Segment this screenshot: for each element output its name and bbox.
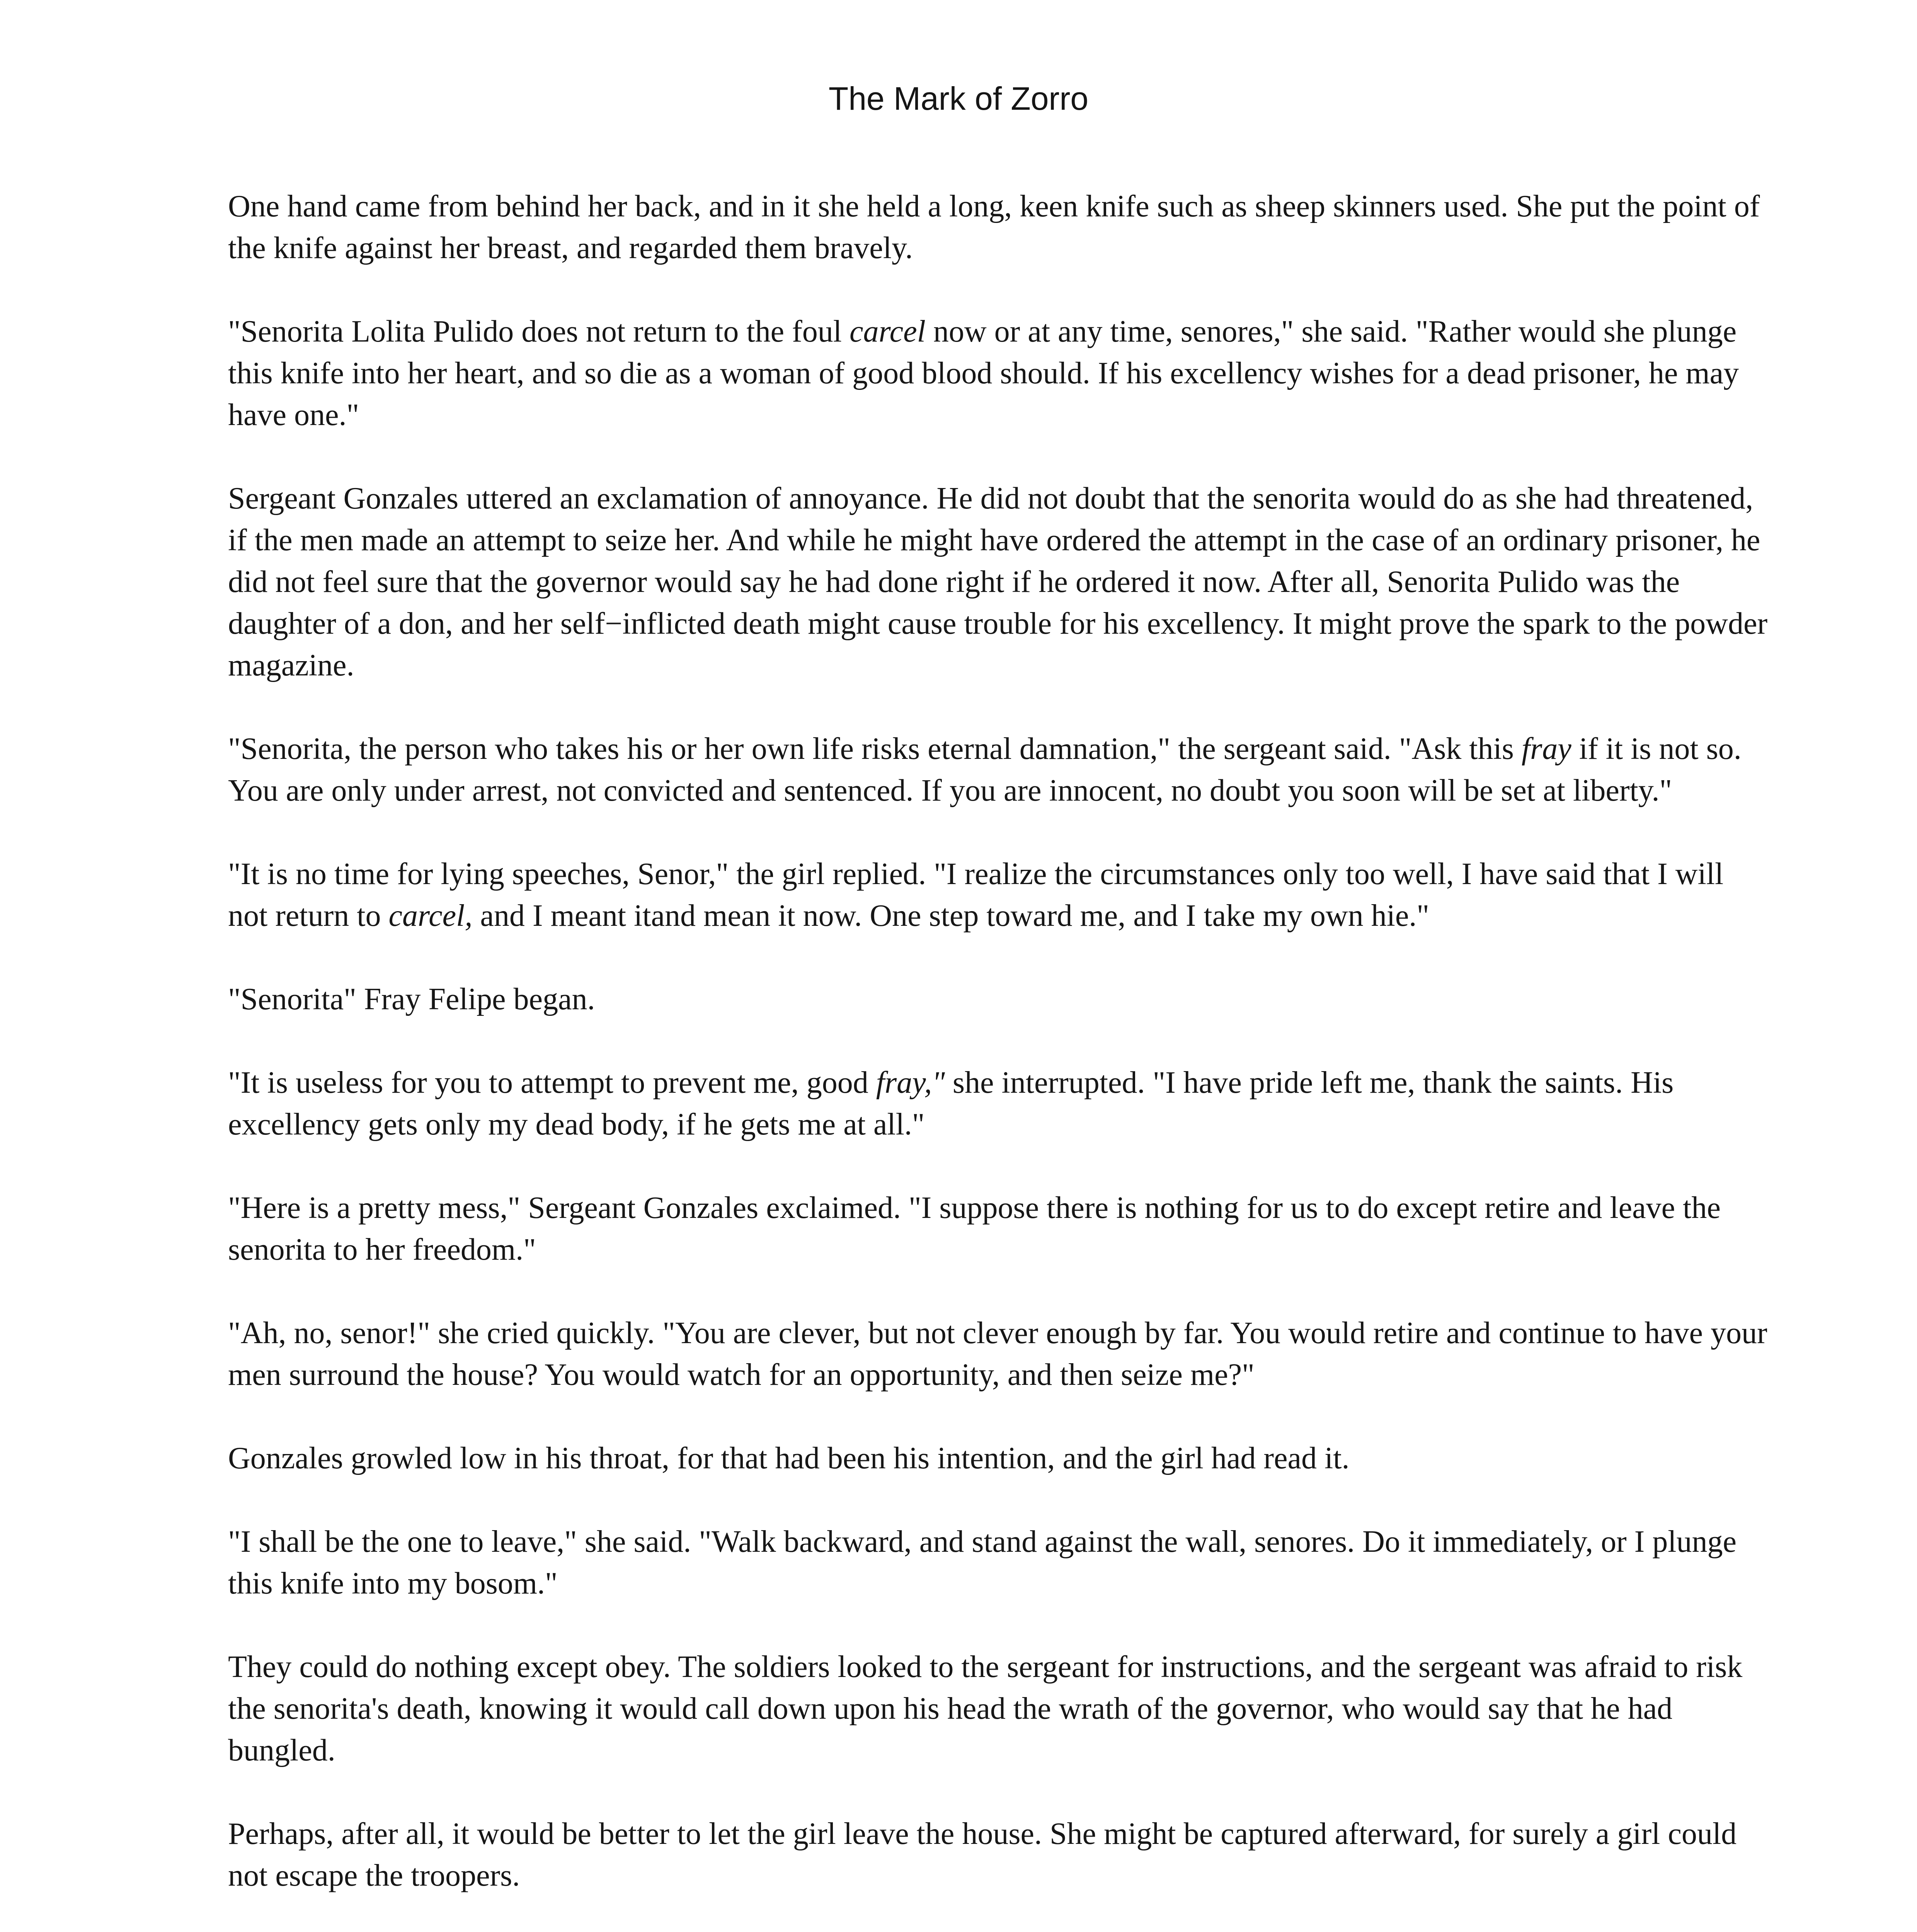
page-header (0, 79, 1917, 118)
paragraph-text: "Here is a pretty mess," Sergeant Gonzales exclaimed. "I suppose there is nothing for us to do except retire and leave the senorita to her freedom." (228, 1191, 1721, 1267)
paragraph-text: now or at any time, senores," she said. "Rather would she plunge this knife into her heart, and so die as a woman of good blood should. If his excellency wishes for a dead prisoner, he may have one." (228, 315, 1739, 432)
paragraph-text: They could do nothing except obey. The soldiers looked to the sergeant for instructions, and the sergeant was afraid to risk the senorita's death, knowing it would call down upon his head the wrath of the governor, who would say that he had bungled. (228, 1650, 1743, 1767)
paragraph-text: she interrupted. "I have pride left me, thank the saints. His excellency gets only my dead body, if he gets me at all." (228, 1066, 1674, 1141)
paragraph (228, 1312, 1770, 1396)
paragraph-text: "Senorita Lolita Pulido does not return to the foul (228, 315, 850, 349)
paragraph-text: "It is no time for lying speeches, Senor," the girl replied. "I realize the circumstances only too well, I have said that I will not return to (228, 857, 1724, 933)
italic-text: fray," (876, 1066, 945, 1100)
paragraph-text: Gonzales growled low in his throat, for that had been his intention, and the girl had read it. (228, 1441, 1350, 1475)
paragraph (228, 1646, 1770, 1771)
paragraph-text: and I meant itand mean it now. One step toward me, and I take my own hie." (472, 899, 1430, 933)
paragraph (228, 1437, 1770, 1479)
paragraph (228, 853, 1770, 937)
paragraph (228, 978, 1770, 1020)
paragraph (228, 1187, 1770, 1270)
paragraph-text: Perhaps, after all, it would be better to let the girl leave the house. She might be captured afterward, for surely a girl could not escape the troopers. (228, 1817, 1737, 1893)
paragraph-text: "Senorita, the person who takes his or her own life risks eternal damnation," the sergeant said. "Ask this (228, 732, 1522, 766)
paragraph (228, 1813, 1770, 1896)
page-body (228, 185, 1770, 1932)
paragraph (228, 1521, 1770, 1604)
paragraph (228, 311, 1770, 436)
paragraph (228, 185, 1770, 269)
paragraph (228, 478, 1770, 686)
paragraph-text: Sergeant Gonzales uttered an exclamation of annoyance. He did not doubt that the senorita would do as she had threatened, if the men made an attempt to seize her. And while he might have ordered the attempt in the case of an ordinary prisoner, he did not feel sure that the governor would say he had done right if he ordered it now. After all, Senorita Pulido was the daughter of a don, and her self−inflicted death might cause trouble for his excellency. It might prove the spark to the powder magazine. (228, 481, 1768, 682)
paragraph-text: "Senorita" Fray Felipe began. (228, 982, 595, 1016)
book-title: The Mark of Zorro (828, 80, 1089, 117)
paragraph-text: if it is not so. You are only under arrest, not convicted and sentenced. If you are innocent, no doubt you soon will be set at liberty." (228, 732, 1742, 808)
italic-text: fray (1521, 732, 1571, 766)
paragraph-text: "I shall be the one to leave," she said. "Walk backward, and stand against the wall, senores. Do it immediately, or I plunge this knife into my bosom." (228, 1525, 1737, 1600)
paragraph (228, 1062, 1770, 1145)
paragraph-text: One hand came from behind her back, and in it she held a long, keen knife such as sheep skinners used. She put the point of the knife against her breast, and regarded them bravely. (228, 189, 1760, 265)
paragraph-text: "It is useless for you to attempt to prevent me, good (228, 1066, 876, 1100)
italic-text: carcel (849, 315, 926, 349)
italic-text: carcel, (388, 899, 473, 933)
paragraph-text: "Ah, no, senor!" she cried quickly. "You are clever, but not clever enough by far. You would retire and continue to have your men surround the house? You would watch for an opportunity, and then seize me?" (228, 1316, 1767, 1392)
paragraph (228, 728, 1770, 811)
